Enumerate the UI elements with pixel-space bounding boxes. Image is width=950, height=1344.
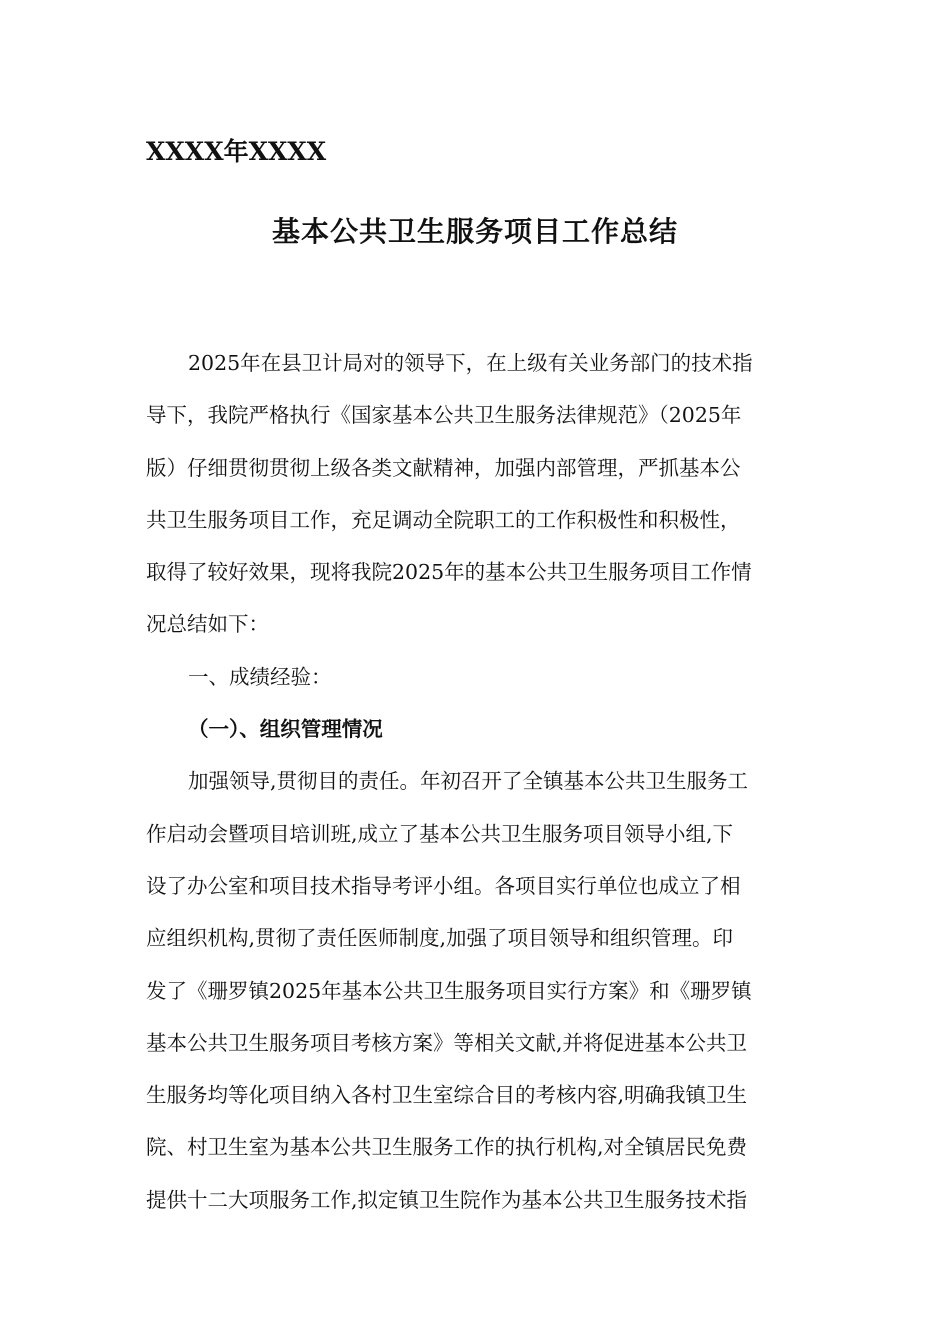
text-line: 应组织机构,贯彻了责任医师制度,加强了项目领导和组织管理。印: [146, 926, 734, 951]
text-line: 发了《珊罗镇2025年基本公共卫生服务项目实行方案》和《珊罗镇: [146, 978, 752, 1003]
subsection-heading: （一）、组织管理情况: [188, 717, 383, 742]
text-line: 作启动会暨项目培训班,成立了基本公共卫生服务项目领导小组,下: [146, 821, 734, 846]
intro-paragraph: [146, 337, 806, 651]
text-line: 共卫生服务项目工作，充足调动全院职工的工作积极性和积极性，: [146, 507, 741, 532]
text-line: 基本公共卫生服务项目考核方案》等相关文献,并将促进基本公共卫: [146, 1030, 748, 1055]
text-line: 导下，我院严格执行《国家基本公共卫生服务法律规范》（2025年: [146, 403, 742, 428]
text-line: 取得了较好效果，现将我院2025年的基本公共卫生服务项目工作情: [146, 560, 752, 585]
text-line: 院、村卫生室为基本公共卫生服务工作的执行机构,对全镇居民免费: [146, 1135, 748, 1160]
section-heading: 一、成绩经验：: [188, 664, 332, 689]
document-header: XXXX年XXXX: [146, 137, 327, 166]
text-line: 提供十二大项服务工作,拟定镇卫生院作为基本公共卫生服务技术指: [146, 1187, 748, 1212]
organization-paragraph: [146, 755, 806, 1226]
text-line: 2025年在县卫计局对的领导下，在上级有关业务部门的技术指: [188, 351, 753, 375]
text-line: 加强领导,贯彻目的责任。年初召开了全镇基本公共卫生服务工: [188, 769, 749, 794]
text-line: 版）仔细贯彻贯彻上级各类文献精神，加强内部管理，严抓基本公: [146, 455, 741, 480]
text-line: 况总结如下：: [146, 612, 269, 637]
document-title: 基本公共卫生服务项目工作总结: [271, 215, 678, 248]
text-line: 生服务均等化项目纳入各村卫生室综合目的考核内容,明确我镇卫生: [146, 1083, 748, 1108]
document-body: [146, 337, 806, 1226]
text-line: 设了办公室和项目技术指导考评小组。各项目实行单位也成立了相: [146, 873, 741, 898]
